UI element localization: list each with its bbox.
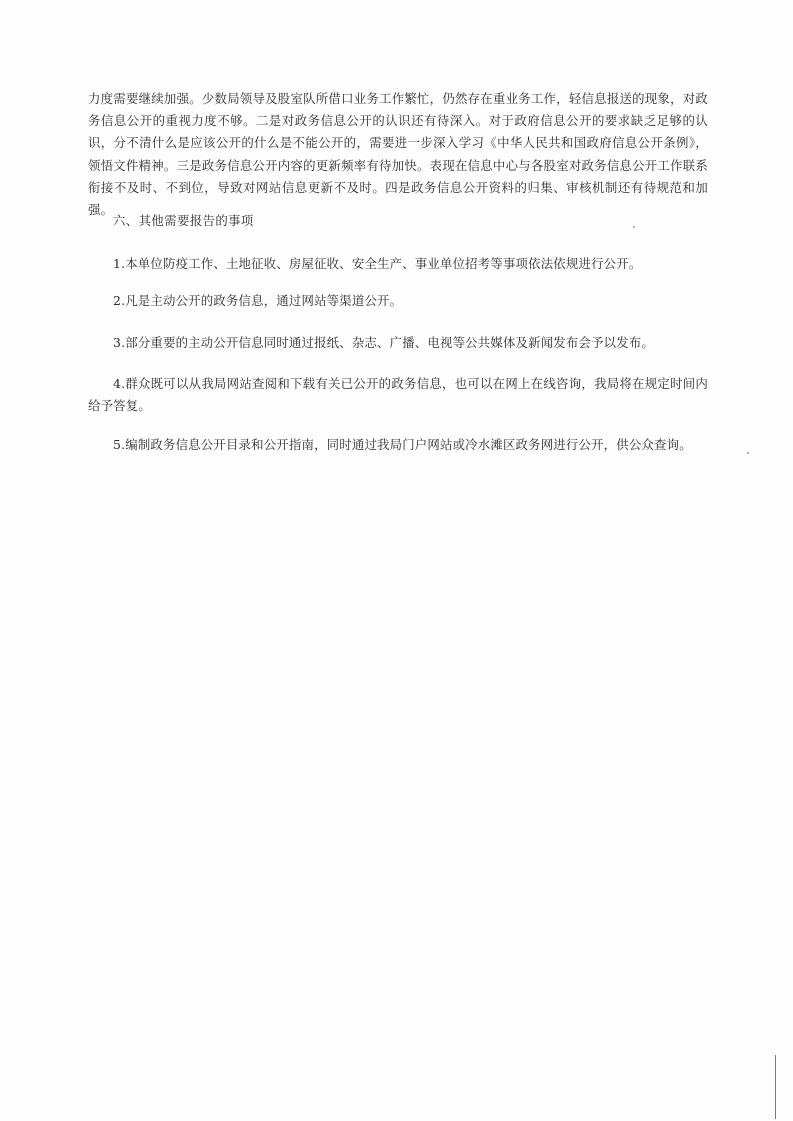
scan-edge-line xyxy=(775,1055,776,1119)
scan-speck xyxy=(747,452,749,454)
intro-paragraph: 力度需要继续加强。少数局领导及股室队所借口业务工作繁忙，仍然存在重业务工作，轻信息报送的现象，对政务信息公开的重视力度不够。二是对政务信息公开的认识还有待深入。对于政府信息公开的要求缺乏足够的认识，分不清什么是应该公开的什么是不能公开的，需要进一步深入学习《中华人民共和国政府信息公开条例》，领悟文件精神。三是政务信息公开内容的更新频率有待加快。表现在信息中心与各股室对政务信息公开工作联系衔接不及时、不到位，导致对网站信息更新不及时。四是政务信息公开资料的归集、审核机制还有待规范和加强。 xyxy=(88,91,708,218)
list-item-1: 1.本单位防疫工作、土地征收、房屋征收、安全生产、事业单位招考等事项依法依规进行公开。 xyxy=(113,256,642,271)
list-item-5: 5.编制政务信息公开目录和公开指南，同时通过我局门户网站或冷水滩区政务网进行公开，供公众查询。 xyxy=(113,437,692,452)
list-item-4: 4.群众既可以从我局网站查阅和下载有关已公开的政务信息，也可以在网上在线咨询，我局将在规定时间内给予答复。 xyxy=(88,376,708,413)
list-item-3: 3.部分重要的主动公开信息同时通过报纸、杂志、广播、电视等公共媒体及新闻发布会予以发布。 xyxy=(113,335,655,350)
scan-speck xyxy=(633,226,635,228)
section-heading: 六、其他需要报告的事项 xyxy=(113,213,254,228)
list-item-2: 2.凡是主动公开的政务信息，通过网站等渠道公开。 xyxy=(113,293,403,308)
